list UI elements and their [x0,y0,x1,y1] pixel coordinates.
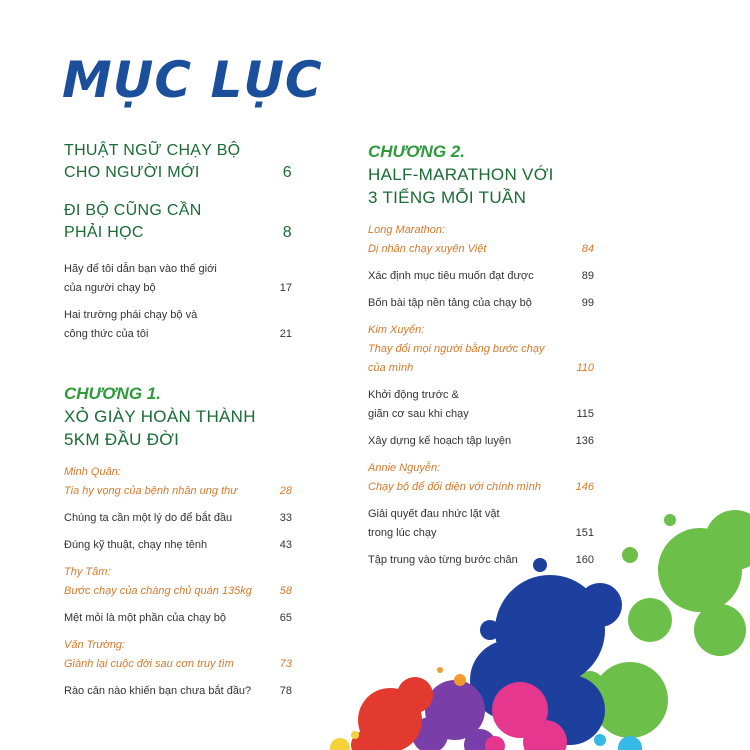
page-number: 33 [279,512,292,524]
toc-entry[interactable] [368,386,594,428]
chapter-1-entries [64,463,292,705]
walk-entries [64,260,292,348]
entry-label: Hai trường phái chạy bộ và công thức của tôi [64,309,198,340]
toc-major-entry[interactable] [64,200,292,244]
chapter-label: CHƯƠNG 2. [368,142,465,161]
chapter-title: XỎ GIÀY HOÀN THÀNH 5KM ĐẦU ĐỜI [64,407,256,449]
entry-label: Xác định mục tiêu muốn đạt được [368,270,534,282]
entry-label: Tập trung vào từng bước chân [368,554,518,566]
page-number: 89 [581,270,594,282]
chapter-1-heading [64,382,292,451]
entry-label: Annie Nguyễn: Chạy bộ để đối diện với chính mình [368,462,541,493]
page-number: 21 [279,328,292,340]
paint-splash-decoration [330,510,750,750]
toc-entry[interactable] [64,682,292,705]
entry-label: Bốn bài tập nền tảng của chạy bộ [368,297,532,309]
chapter-title: HALF-MARATHON VỚI 3 TIẾNG MỖI TUẦN [368,165,554,207]
entry-label: Long Marathon: Dị nhân chạy xuyên Việt [368,224,487,255]
entry-label: Chúng ta cần một lý do để bắt đầu [64,512,233,524]
entry-label: Thy Tâm: Bước chạy của chàng chủ quán 135kg [64,566,252,597]
toc-entry[interactable] [368,432,594,455]
chapter-2-heading [368,140,594,209]
page-number: 115 [576,408,594,420]
page-number: 146 [575,481,594,493]
toc-major-entry[interactable] [64,140,292,184]
entry-label: Xây dựng kế hoạch tập luyện [368,435,512,447]
entry-label: Văn Trường: Giành lại cuộc đời sau cơn truy tìm [64,639,234,670]
entry-label: Mệt mỏi là một phần của chạy bộ [64,612,227,624]
page-number: 78 [279,685,292,697]
entry-label: Giải quyết đau nhức lặt vặt trong lúc chạy [368,508,500,539]
page-number: 65 [279,612,292,624]
entry-label: Kim Xuyến: Thay đổi mọi người bằng bước chạy của mình [368,324,545,374]
toc-entry[interactable] [64,609,292,632]
page-number: 136 [575,435,594,447]
toc-entry[interactable] [368,294,594,317]
page-number: 151 [575,527,594,539]
toc-story-entry[interactable] [64,463,292,505]
page-number: 17 [279,282,292,294]
page-title: MỤC LỤC [62,51,323,109]
page-number: 99 [581,297,594,309]
entry-label: Rào cản nào khiến bạn chưa bắt đầu? [64,685,252,697]
toc-entry[interactable] [368,267,594,290]
page-number: 43 [279,539,292,551]
page-number: 84 [581,243,594,255]
page-number: 6 [282,164,292,181]
entry-label: Hãy để tôi dẫn bạn vào thế giới của người chạy bộ [64,263,217,294]
toc-left-column [64,140,292,709]
entry-label: ĐI BỘ CŨNG CẦN PHẢI HỌC [64,202,202,241]
toc-story-entry[interactable] [368,459,594,501]
page-number: 28 [279,485,292,497]
page-number: 110 [576,362,594,374]
toc-story-entry[interactable] [64,636,292,678]
entry-label: Đúng kỹ thuật, chạy nhẹ tênh [64,539,208,551]
page-number: 58 [279,585,292,597]
page-number: 8 [282,224,292,241]
toc-entry[interactable] [64,260,292,302]
toc-story-entry[interactable] [368,321,594,382]
entry-label: Khởi động trước & giãn cơ sau khi chạy [368,389,469,420]
page-number: 160 [575,554,594,566]
entry-label: Minh Quân: Tia hy vọng của bệnh nhân ung thư [64,466,238,497]
chapter-label: CHƯƠNG 1. [64,384,161,403]
toc-story-entry[interactable] [368,221,594,263]
page-number: 73 [279,658,292,670]
toc-story-entry[interactable] [64,563,292,605]
entry-label: THUẬT NGỮ CHẠY BỘ CHO NGƯỜI MỚI [64,142,241,181]
toc-entry[interactable] [64,509,292,532]
toc-entry[interactable] [64,536,292,559]
toc-entry[interactable] [64,306,292,348]
